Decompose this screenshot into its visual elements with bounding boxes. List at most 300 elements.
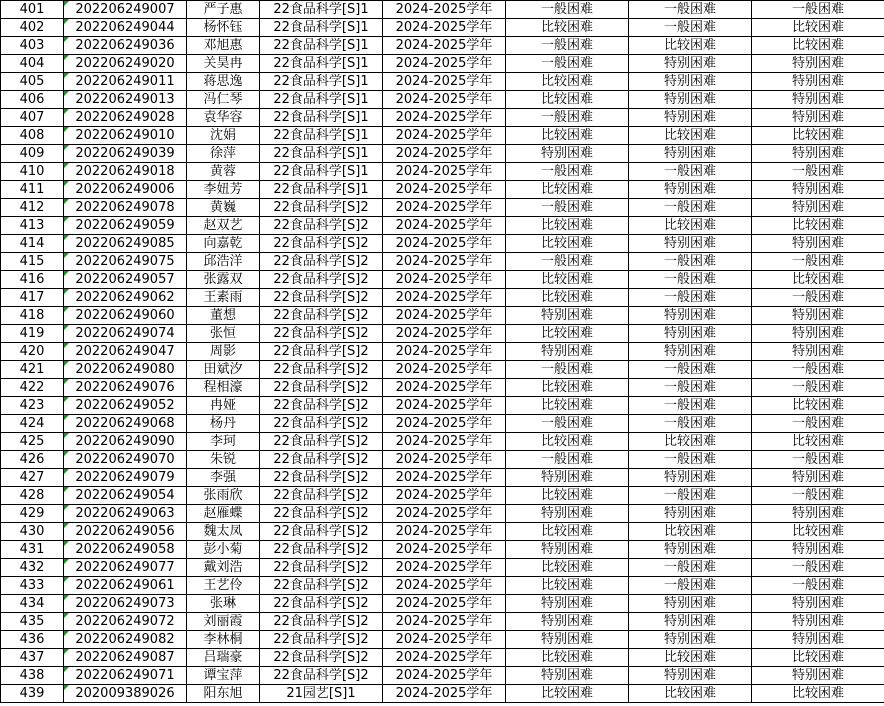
class-cell[interactable]: 22食品科学[S]2 [260,505,383,523]
student-name-cell[interactable]: 李强 [187,469,260,487]
difficulty-level-1-cell[interactable]: 比较困难 [506,397,629,415]
student-name-cell[interactable]: 董想 [187,307,260,325]
student-id-cell[interactable]: 202206249059 [64,217,187,235]
row-number-cell[interactable]: 410 [1,163,64,181]
school-year-cell[interactable]: 2024-2025学年 [383,55,506,73]
school-year-cell[interactable]: 2024-2025学年 [383,289,506,307]
difficulty-level-2-cell[interactable]: 特别困难 [629,145,752,163]
school-year-cell[interactable]: 2024-2025学年 [383,127,506,145]
difficulty-level-2-cell[interactable]: 一般困难 [629,289,752,307]
class-cell[interactable]: 22食品科学[S]2 [260,631,383,649]
class-cell[interactable]: 22食品科学[S]1 [260,91,383,109]
student-id-cell[interactable]: 202206249057 [64,271,187,289]
student-id-cell[interactable]: 202206249010 [64,127,187,145]
row-number-cell[interactable]: 420 [1,343,64,361]
difficulty-level-1-cell[interactable]: 比较困难 [506,325,629,343]
row-number-cell[interactable]: 433 [1,577,64,595]
row-number-cell[interactable]: 412 [1,199,64,217]
difficulty-level-2-cell[interactable]: 特别困难 [629,667,752,685]
difficulty-level-1-cell[interactable]: 比较困难 [506,649,629,667]
school-year-cell[interactable]: 2024-2025学年 [383,559,506,577]
school-year-cell[interactable]: 2024-2025学年 [383,379,506,397]
difficulty-level-1-cell[interactable]: 比较困难 [506,127,629,145]
class-cell[interactable]: 22食品科学[S]1 [260,55,383,73]
student-id-cell[interactable]: 202206249013 [64,91,187,109]
difficulty-level-2-cell[interactable]: 一般困难 [629,199,752,217]
student-name-cell[interactable]: 黄蓉 [187,163,260,181]
row-number-cell[interactable]: 415 [1,253,64,271]
class-cell[interactable]: 22食品科学[S]1 [260,109,383,127]
school-year-cell[interactable]: 2024-2025学年 [383,1,506,19]
difficulty-level-2-cell[interactable]: 比较困难 [629,433,752,451]
difficulty-level-2-cell[interactable]: 特别困难 [629,307,752,325]
student-name-cell[interactable]: 赵雁蝶 [187,505,260,523]
school-year-cell[interactable]: 2024-2025学年 [383,235,506,253]
student-id-cell[interactable]: 202206249068 [64,415,187,433]
class-cell[interactable]: 22食品科学[S]1 [260,145,383,163]
difficulty-level-3-cell[interactable]: 特别困难 [752,307,884,325]
class-cell[interactable]: 22食品科学[S]2 [260,487,383,505]
class-cell[interactable]: 22食品科学[S]2 [260,523,383,541]
student-id-cell[interactable]: 202206249075 [64,253,187,271]
class-cell[interactable]: 22食品科学[S]2 [260,289,383,307]
difficulty-level-3-cell[interactable]: 一般困难 [752,487,884,505]
student-id-cell[interactable]: 202206249006 [64,181,187,199]
student-name-cell[interactable]: 程相濠 [187,379,260,397]
difficulty-level-1-cell[interactable]: 特别困难 [506,631,629,649]
row-number-cell[interactable]: 423 [1,397,64,415]
school-year-cell[interactable]: 2024-2025学年 [383,667,506,685]
student-id-cell[interactable]: 202206249018 [64,163,187,181]
row-number-cell[interactable]: 429 [1,505,64,523]
student-id-cell[interactable]: 202206249076 [64,379,187,397]
row-number-cell[interactable]: 411 [1,181,64,199]
student-name-cell[interactable]: 向嘉乾 [187,235,260,253]
student-name-cell[interactable]: 王素雨 [187,289,260,307]
class-cell[interactable]: 22食品科学[S]2 [260,379,383,397]
school-year-cell[interactable]: 2024-2025学年 [383,217,506,235]
student-name-cell[interactable]: 杨丹 [187,415,260,433]
difficulty-level-3-cell[interactable]: 一般困难 [752,415,884,433]
difficulty-level-1-cell[interactable]: 一般困难 [506,199,629,217]
school-year-cell[interactable]: 2024-2025学年 [383,451,506,469]
difficulty-level-1-cell[interactable]: 一般困难 [506,415,629,433]
difficulty-level-1-cell[interactable]: 比较困难 [506,523,629,541]
school-year-cell[interactable]: 2024-2025学年 [383,253,506,271]
difficulty-level-3-cell[interactable]: 比较困难 [752,127,884,145]
student-id-cell[interactable]: 202206249074 [64,325,187,343]
class-cell[interactable]: 22食品科学[S]2 [260,613,383,631]
class-cell[interactable]: 22食品科学[S]2 [260,361,383,379]
difficulty-level-3-cell[interactable]: 特别困难 [752,613,884,631]
difficulty-level-2-cell[interactable]: 特别困难 [629,73,752,91]
difficulty-level-1-cell[interactable]: 比较困难 [506,487,629,505]
student-name-cell[interactable]: 谭宝萍 [187,667,260,685]
student-name-cell[interactable]: 朱锐 [187,451,260,469]
difficulty-level-3-cell[interactable]: 特别困难 [752,541,884,559]
student-name-cell[interactable]: 张恒 [187,325,260,343]
difficulty-level-3-cell[interactable]: 特别困难 [752,109,884,127]
difficulty-level-1-cell[interactable]: 比较困难 [506,91,629,109]
row-number-cell[interactable]: 405 [1,73,64,91]
difficulty-level-1-cell[interactable]: 比较困难 [506,559,629,577]
difficulty-level-3-cell[interactable]: 比较困难 [752,649,884,667]
row-number-cell[interactable]: 418 [1,307,64,325]
difficulty-level-2-cell[interactable]: 比较困难 [629,649,752,667]
difficulty-level-1-cell[interactable]: 比较困难 [506,235,629,253]
difficulty-level-2-cell[interactable]: 比较困难 [629,217,752,235]
school-year-cell[interactable]: 2024-2025学年 [383,307,506,325]
student-name-cell[interactable]: 杨怀钰 [187,19,260,37]
school-year-cell[interactable]: 2024-2025学年 [383,415,506,433]
student-name-cell[interactable]: 李妞芳 [187,181,260,199]
student-name-cell[interactable]: 张琳 [187,595,260,613]
student-id-cell[interactable]: 202206249028 [64,109,187,127]
student-id-cell[interactable]: 202206249090 [64,433,187,451]
school-year-cell[interactable]: 2024-2025学年 [383,577,506,595]
difficulty-level-3-cell[interactable]: 比较困难 [752,685,884,703]
difficulty-level-2-cell[interactable]: 一般困难 [629,19,752,37]
student-id-cell[interactable]: 202206249054 [64,487,187,505]
difficulty-level-3-cell[interactable]: 特别困难 [752,667,884,685]
school-year-cell[interactable]: 2024-2025学年 [383,595,506,613]
difficulty-level-2-cell[interactable]: 比较困难 [629,37,752,55]
difficulty-level-2-cell[interactable]: 一般困难 [629,1,752,19]
row-number-cell[interactable]: 407 [1,109,64,127]
student-name-cell[interactable]: 彭小菊 [187,541,260,559]
row-number-cell[interactable]: 432 [1,559,64,577]
difficulty-level-3-cell[interactable]: 特别困难 [752,235,884,253]
difficulty-level-1-cell[interactable]: 一般困难 [506,37,629,55]
row-number-cell[interactable]: 439 [1,685,64,703]
difficulty-level-2-cell[interactable]: 特别困难 [629,595,752,613]
difficulty-level-1-cell[interactable]: 一般困难 [506,55,629,73]
school-year-cell[interactable]: 2024-2025学年 [383,469,506,487]
row-number-cell[interactable]: 402 [1,19,64,37]
row-number-cell[interactable]: 435 [1,613,64,631]
difficulty-level-2-cell[interactable]: 一般困难 [629,163,752,181]
difficulty-level-3-cell[interactable]: 比较困难 [752,271,884,289]
class-cell[interactable]: 21园艺[S]1 [260,685,383,703]
difficulty-level-1-cell[interactable]: 比较困难 [506,379,629,397]
student-name-cell[interactable]: 阳东旭 [187,685,260,703]
difficulty-level-2-cell[interactable]: 特别困难 [629,181,752,199]
row-number-cell[interactable]: 424 [1,415,64,433]
difficulty-level-3-cell[interactable]: 一般困难 [752,379,884,397]
student-id-cell[interactable]: 202206249085 [64,235,187,253]
student-name-cell[interactable]: 沈娟 [187,127,260,145]
row-number-cell[interactable]: 401 [1,1,64,19]
student-id-cell[interactable]: 202206249077 [64,559,187,577]
class-cell[interactable]: 22食品科学[S]2 [260,397,383,415]
class-cell[interactable]: 22食品科学[S]2 [260,307,383,325]
difficulty-level-1-cell[interactable]: 特别困难 [506,541,629,559]
student-id-cell[interactable]: 202206249061 [64,577,187,595]
school-year-cell[interactable]: 2024-2025学年 [383,271,506,289]
student-name-cell[interactable]: 黄巍 [187,199,260,217]
class-cell[interactable]: 22食品科学[S]1 [260,127,383,145]
difficulty-level-3-cell[interactable]: 比较困难 [752,217,884,235]
difficulty-level-2-cell[interactable]: 比较困难 [629,685,752,703]
difficulty-level-3-cell[interactable]: 特别困难 [752,181,884,199]
difficulty-level-2-cell[interactable]: 一般困难 [629,397,752,415]
difficulty-level-3-cell[interactable]: 比较困难 [752,37,884,55]
difficulty-level-2-cell[interactable]: 特别困难 [629,541,752,559]
difficulty-level-2-cell[interactable]: 特别困难 [629,235,752,253]
difficulty-level-3-cell[interactable]: 特别困难 [752,91,884,109]
student-name-cell[interactable]: 邱浩洋 [187,253,260,271]
student-id-cell[interactable]: 202206249007 [64,1,187,19]
difficulty-level-1-cell[interactable]: 特别困难 [506,343,629,361]
student-id-cell[interactable]: 202206249039 [64,145,187,163]
student-name-cell[interactable]: 赵双艺 [187,217,260,235]
student-id-cell[interactable]: 202206249070 [64,451,187,469]
class-cell[interactable]: 22食品科学[S]2 [260,649,383,667]
difficulty-level-2-cell[interactable]: 特别困难 [629,325,752,343]
student-id-cell[interactable]: 202206249058 [64,541,187,559]
student-id-cell[interactable]: 202206249087 [64,649,187,667]
school-year-cell[interactable]: 2024-2025学年 [383,631,506,649]
difficulty-level-1-cell[interactable]: 特别困难 [506,307,629,325]
class-cell[interactable]: 22食品科学[S]2 [260,433,383,451]
student-name-cell[interactable]: 李林桐 [187,631,260,649]
difficulty-level-1-cell[interactable]: 比较困难 [506,217,629,235]
row-number-cell[interactable]: 438 [1,667,64,685]
difficulty-level-3-cell[interactable]: 比较困难 [752,397,884,415]
class-cell[interactable]: 22食品科学[S]2 [260,541,383,559]
difficulty-level-3-cell[interactable]: 特别困难 [752,325,884,343]
difficulty-level-2-cell[interactable]: 特别困难 [629,613,752,631]
row-number-cell[interactable]: 421 [1,361,64,379]
difficulty-level-1-cell[interactable]: 比较困难 [506,577,629,595]
student-id-cell[interactable]: 202206249052 [64,397,187,415]
difficulty-level-3-cell[interactable]: 比较困难 [752,433,884,451]
difficulty-level-1-cell[interactable]: 特别困难 [506,469,629,487]
student-id-cell[interactable]: 202206249060 [64,307,187,325]
school-year-cell[interactable]: 2024-2025学年 [383,199,506,217]
difficulty-level-3-cell[interactable]: 特别困难 [752,343,884,361]
difficulty-level-3-cell[interactable]: 特别困难 [752,199,884,217]
difficulty-level-1-cell[interactable]: 比较困难 [506,271,629,289]
student-name-cell[interactable]: 徐萍 [187,145,260,163]
row-number-cell[interactable]: 425 [1,433,64,451]
student-id-cell[interactable]: 202206249071 [64,667,187,685]
student-id-cell[interactable]: 202206249078 [64,199,187,217]
class-cell[interactable]: 22食品科学[S]1 [260,163,383,181]
difficulty-level-2-cell[interactable]: 一般困难 [629,271,752,289]
school-year-cell[interactable]: 2024-2025学年 [383,541,506,559]
school-year-cell[interactable]: 2024-2025学年 [383,523,506,541]
student-id-cell[interactable]: 202206249036 [64,37,187,55]
difficulty-level-3-cell[interactable]: 特别困难 [752,595,884,613]
row-number-cell[interactable]: 406 [1,91,64,109]
student-name-cell[interactable]: 张雨欣 [187,487,260,505]
student-name-cell[interactable]: 吕瑞豪 [187,649,260,667]
difficulty-level-1-cell[interactable]: 比较困难 [506,685,629,703]
class-cell[interactable]: 22食品科学[S]2 [260,253,383,271]
difficulty-level-3-cell[interactable]: 特别困难 [752,505,884,523]
class-cell[interactable]: 22食品科学[S]2 [260,415,383,433]
class-cell[interactable]: 22食品科学[S]2 [260,271,383,289]
difficulty-level-1-cell[interactable]: 一般困难 [506,253,629,271]
school-year-cell[interactable]: 2024-2025学年 [383,145,506,163]
difficulty-level-3-cell[interactable]: 一般困难 [752,253,884,271]
row-number-cell[interactable]: 404 [1,55,64,73]
student-id-cell[interactable]: 202206249011 [64,73,187,91]
difficulty-level-2-cell[interactable]: 一般困难 [629,361,752,379]
class-cell[interactable]: 22食品科学[S]2 [260,577,383,595]
class-cell[interactable]: 22食品科学[S]1 [260,181,383,199]
student-id-cell[interactable]: 202206249020 [64,55,187,73]
school-year-cell[interactable]: 2024-2025学年 [383,163,506,181]
school-year-cell[interactable]: 2024-2025学年 [383,37,506,55]
school-year-cell[interactable]: 2024-2025学年 [383,343,506,361]
row-number-cell[interactable]: 413 [1,217,64,235]
school-year-cell[interactable]: 2024-2025学年 [383,19,506,37]
row-number-cell[interactable]: 419 [1,325,64,343]
difficulty-level-1-cell[interactable]: 特别困难 [506,667,629,685]
school-year-cell[interactable]: 2024-2025学年 [383,361,506,379]
class-cell[interactable]: 22食品科学[S]2 [260,235,383,253]
difficulty-level-2-cell[interactable]: 特别困难 [629,469,752,487]
student-name-cell[interactable]: 李珂 [187,433,260,451]
class-cell[interactable]: 22食品科学[S]2 [260,199,383,217]
row-number-cell[interactable]: 403 [1,37,64,55]
student-name-cell[interactable]: 严子惠 [187,1,260,19]
school-year-cell[interactable]: 2024-2025学年 [383,649,506,667]
class-cell[interactable]: 22食品科学[S]2 [260,595,383,613]
student-name-cell[interactable]: 张露双 [187,271,260,289]
row-number-cell[interactable]: 417 [1,289,64,307]
difficulty-level-1-cell[interactable]: 比较困难 [506,289,629,307]
student-name-cell[interactable]: 周影 [187,343,260,361]
difficulty-level-2-cell[interactable]: 特别困难 [629,91,752,109]
student-name-cell[interactable]: 魏太凤 [187,523,260,541]
student-name-cell[interactable]: 戴刘浩 [187,559,260,577]
difficulty-level-1-cell[interactable]: 特别困难 [506,595,629,613]
difficulty-level-2-cell[interactable]: 一般困难 [629,415,752,433]
class-cell[interactable]: 22食品科学[S]2 [260,217,383,235]
difficulty-level-3-cell[interactable]: 特别困难 [752,469,884,487]
difficulty-level-3-cell[interactable]: 一般困难 [752,577,884,595]
row-number-cell[interactable]: 408 [1,127,64,145]
difficulty-level-2-cell[interactable]: 比较困难 [629,523,752,541]
difficulty-level-3-cell[interactable]: 特别困难 [752,55,884,73]
student-id-cell[interactable]: 202206249056 [64,523,187,541]
difficulty-level-1-cell[interactable]: 比较困难 [506,433,629,451]
difficulty-level-2-cell[interactable]: 一般困难 [629,559,752,577]
row-number-cell[interactable]: 427 [1,469,64,487]
student-name-cell[interactable]: 袁华容 [187,109,260,127]
difficulty-level-2-cell[interactable]: 特别困难 [629,505,752,523]
difficulty-level-3-cell[interactable]: 特别困难 [752,145,884,163]
difficulty-level-1-cell[interactable]: 特别困难 [506,145,629,163]
difficulty-level-1-cell[interactable]: 特别困难 [506,613,629,631]
difficulty-level-2-cell[interactable]: 一般困难 [629,451,752,469]
difficulty-level-3-cell[interactable]: 一般困难 [752,451,884,469]
student-id-cell[interactable]: 202206249044 [64,19,187,37]
class-cell[interactable]: 22食品科学[S]2 [260,667,383,685]
difficulty-level-3-cell[interactable]: 一般困难 [752,163,884,181]
row-number-cell[interactable]: 414 [1,235,64,253]
student-name-cell[interactable]: 田斌汐 [187,361,260,379]
difficulty-level-3-cell[interactable]: 一般困难 [752,361,884,379]
difficulty-level-3-cell[interactable]: 一般困难 [752,559,884,577]
class-cell[interactable]: 22食品科学[S]2 [260,325,383,343]
student-name-cell[interactable]: 关昊冉 [187,55,260,73]
student-name-cell[interactable]: 冉娅 [187,397,260,415]
row-number-cell[interactable]: 430 [1,523,64,541]
student-name-cell[interactable]: 蒋思逸 [187,73,260,91]
difficulty-level-1-cell[interactable]: 一般困难 [506,1,629,19]
school-year-cell[interactable]: 2024-2025学年 [383,487,506,505]
school-year-cell[interactable]: 2024-2025学年 [383,613,506,631]
student-id-cell[interactable]: 202009389026 [64,685,187,703]
student-name-cell[interactable]: 邓旭惠 [187,37,260,55]
row-number-cell[interactable]: 437 [1,649,64,667]
difficulty-level-3-cell[interactable]: 一般困难 [752,1,884,19]
student-id-cell[interactable]: 202206249082 [64,631,187,649]
row-number-cell[interactable]: 436 [1,631,64,649]
difficulty-level-2-cell[interactable]: 特别困难 [629,343,752,361]
student-id-cell[interactable]: 202206249062 [64,289,187,307]
difficulty-level-1-cell[interactable]: 特别困难 [506,505,629,523]
class-cell[interactable]: 22食品科学[S]1 [260,19,383,37]
school-year-cell[interactable]: 2024-2025学年 [383,91,506,109]
row-number-cell[interactable]: 409 [1,145,64,163]
row-number-cell[interactable]: 431 [1,541,64,559]
student-id-cell[interactable]: 202206249080 [64,361,187,379]
school-year-cell[interactable]: 2024-2025学年 [383,433,506,451]
school-year-cell[interactable]: 2024-2025学年 [383,505,506,523]
school-year-cell[interactable]: 2024-2025学年 [383,397,506,415]
difficulty-level-1-cell[interactable]: 一般困难 [506,109,629,127]
class-cell[interactable]: 22食品科学[S]2 [260,451,383,469]
school-year-cell[interactable]: 2024-2025学年 [383,325,506,343]
difficulty-level-1-cell[interactable]: 一般困难 [506,361,629,379]
row-number-cell[interactable]: 426 [1,451,64,469]
class-cell[interactable]: 22食品科学[S]1 [260,73,383,91]
difficulty-level-2-cell[interactable]: 特别困难 [629,55,752,73]
row-number-cell[interactable]: 434 [1,595,64,613]
student-id-cell[interactable]: 202206249079 [64,469,187,487]
student-id-cell[interactable]: 202206249063 [64,505,187,523]
student-id-cell[interactable]: 202206249072 [64,613,187,631]
difficulty-level-2-cell[interactable]: 一般困难 [629,577,752,595]
student-id-cell[interactable]: 202206249047 [64,343,187,361]
row-number-cell[interactable]: 422 [1,379,64,397]
difficulty-level-2-cell[interactable]: 一般困难 [629,487,752,505]
school-year-cell[interactable]: 2024-2025学年 [383,73,506,91]
class-cell[interactable]: 22食品科学[S]2 [260,559,383,577]
difficulty-level-3-cell[interactable]: 比较困难 [752,523,884,541]
difficulty-level-1-cell[interactable]: 一般困难 [506,163,629,181]
difficulty-level-2-cell[interactable]: 一般困难 [629,379,752,397]
class-cell[interactable]: 22食品科学[S]1 [260,1,383,19]
school-year-cell[interactable]: 2024-2025学年 [383,685,506,703]
difficulty-level-3-cell[interactable]: 一般困难 [752,289,884,307]
difficulty-level-2-cell[interactable]: 一般困难 [629,253,752,271]
student-id-cell[interactable]: 202206249073 [64,595,187,613]
class-cell[interactable]: 22食品科学[S]2 [260,343,383,361]
difficulty-level-2-cell[interactable]: 特别困难 [629,109,752,127]
row-number-cell[interactable]: 428 [1,487,64,505]
class-cell[interactable]: 22食品科学[S]2 [260,469,383,487]
difficulty-level-1-cell[interactable]: 比较困难 [506,181,629,199]
difficulty-level-1-cell[interactable]: 比较困难 [506,73,629,91]
school-year-cell[interactable]: 2024-2025学年 [383,181,506,199]
difficulty-level-3-cell[interactable]: 特别困难 [752,631,884,649]
